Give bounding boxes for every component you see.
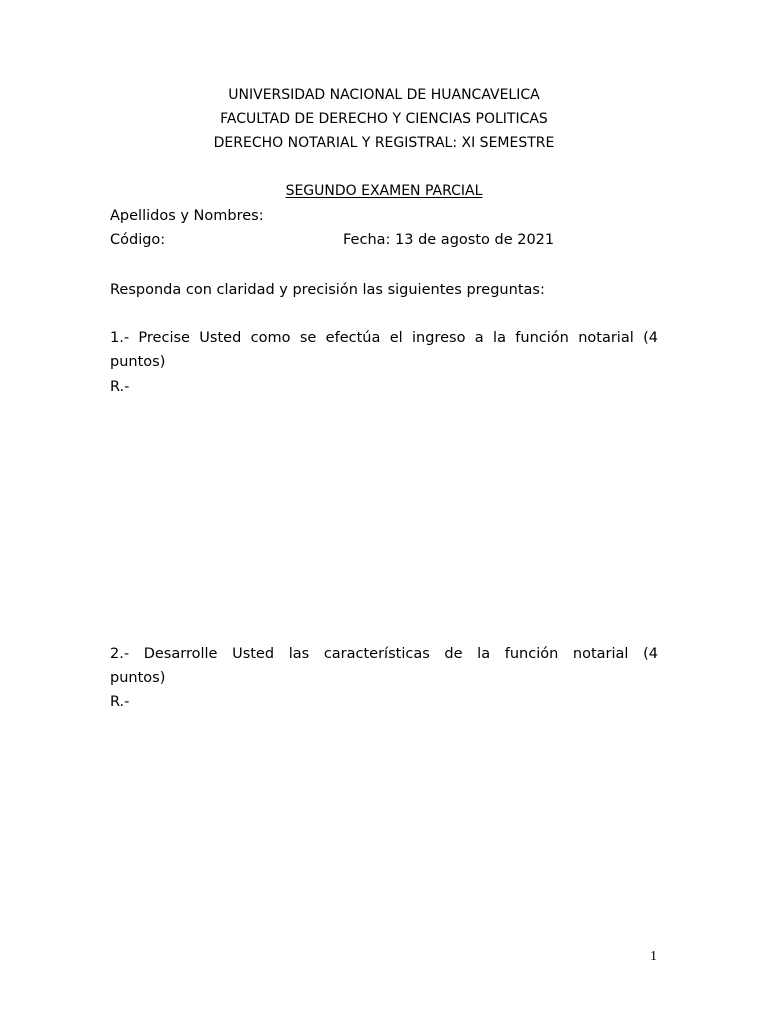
question-2-line-2: puntos) (110, 670, 166, 686)
name-label: Apellidos y Nombres: (110, 208, 264, 224)
date-label: Fecha: 13 de agosto de 2021 (343, 232, 555, 248)
code-label: Código: (110, 232, 166, 248)
faculty-name: FACULTAD DE DERECHO Y CIENCIAS POLITICAS (220, 111, 548, 127)
question-1-line-2: puntos) (110, 354, 166, 370)
exam-title: SEGUNDO EXAMEN PARCIAL (285, 183, 483, 199)
instructions: Responda con claridad y precisión las siguientes preguntas: (110, 282, 545, 298)
university-name: UNIVERSIDAD NACIONAL DE HUANCAVELICA (228, 87, 540, 103)
question-2-line-1: 2.- Desarrolle Usted las características de la función notarial (4 (110, 646, 658, 662)
course-name: DERECHO NOTARIAL Y REGISTRAL: XI SEMESTRE (213, 135, 555, 151)
question-2-answer-label: R.- (110, 694, 130, 710)
question-1-answer-label: R.- (110, 379, 130, 395)
question-1-line-1: 1.- Precise Usted como se efectúa el ingreso a la función notarial (4 (110, 330, 658, 346)
page-number: 1 (650, 949, 657, 964)
